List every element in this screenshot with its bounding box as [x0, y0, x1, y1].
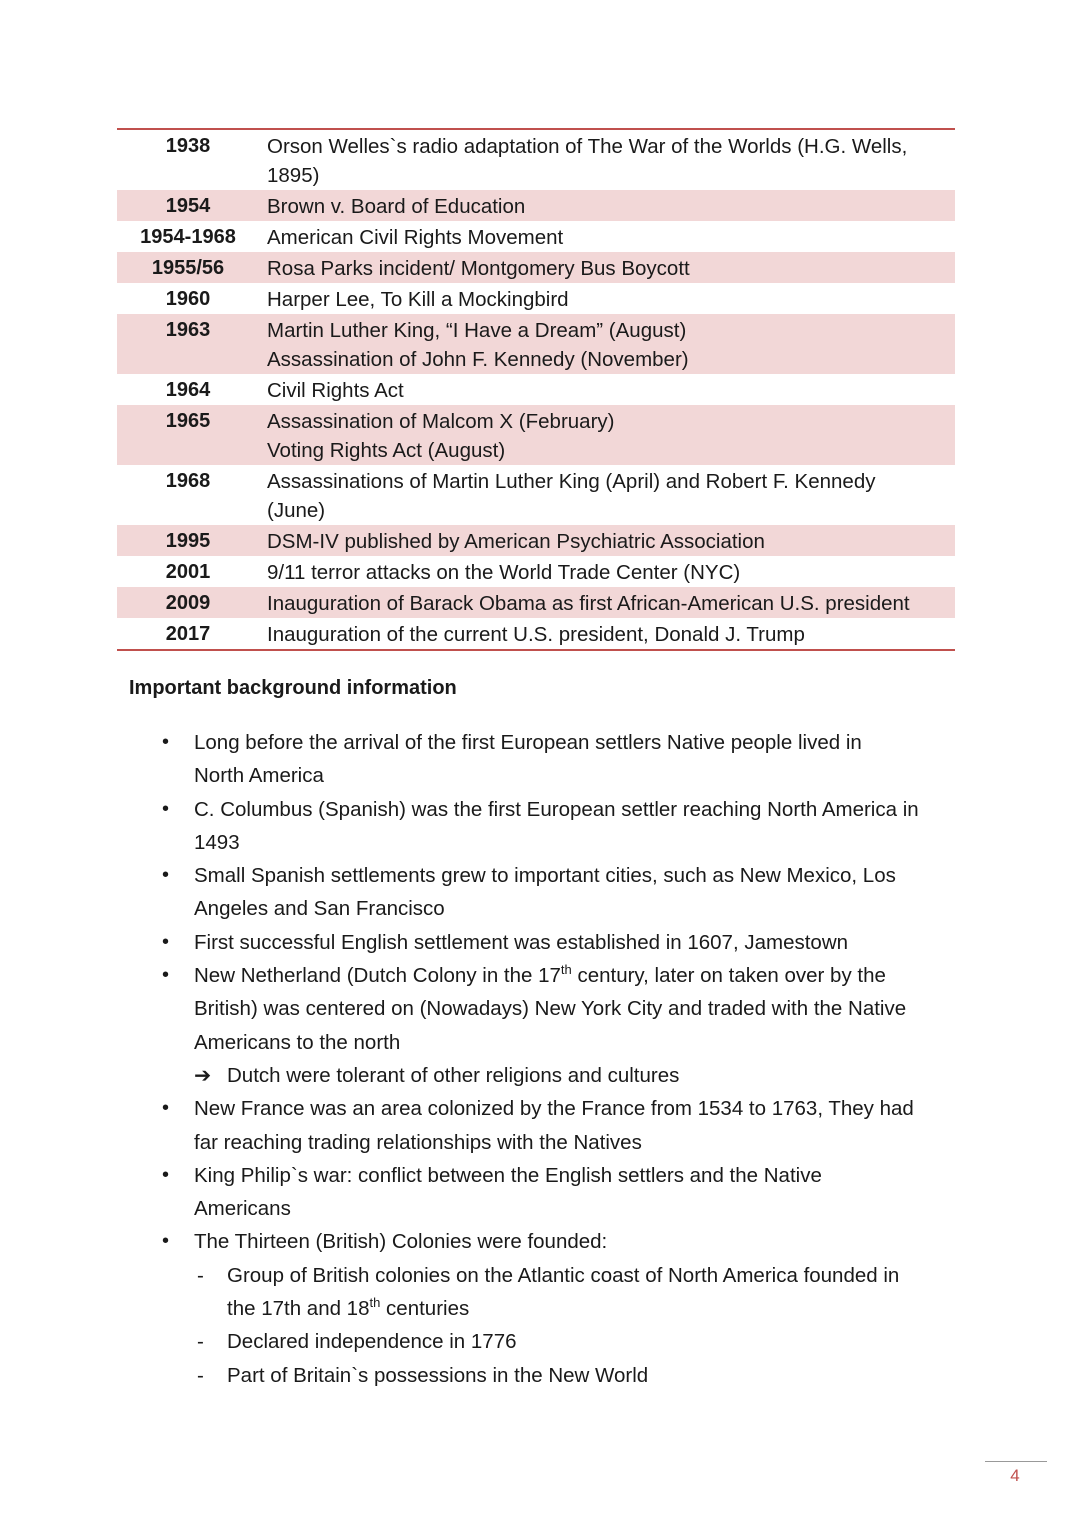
event-line: Assassination of John F. Kennedy (November) — [267, 348, 689, 371]
item-line: • The Thirteen (British) Colonies were founded: — [194, 1230, 608, 1254]
item-line: • First successful English settlement was established in 1607, Jamestown — [194, 930, 849, 954]
timeline-event — [259, 314, 955, 374]
item-line: Angeles and San Francisco — [194, 897, 445, 921]
timeline-event — [259, 374, 955, 405]
timeline-event — [259, 252, 955, 283]
item-line: Declared independence in 1776 — [227, 1330, 517, 1354]
item-line: Americans to the north — [194, 1030, 401, 1054]
timeline-table — [117, 128, 955, 651]
event-line: Assassinations of Martin Luther King (April) and Robert F. Kennedy — [267, 470, 876, 493]
list-item — [160, 1092, 960, 1159]
item-line — [194, 959, 960, 992]
timeline-year: 1964 — [165, 379, 211, 401]
timeline-year: 2001 — [165, 561, 211, 583]
event-line: Brown v. Board of Education — [267, 195, 526, 218]
superscript: th — [369, 1295, 381, 1311]
event-line: Harper Lee, To Kill a Mockingbird — [267, 288, 569, 311]
list-item — [160, 926, 960, 959]
timeline-year: 1960 — [165, 288, 211, 310]
timeline-event — [259, 405, 955, 465]
item-line: British) was centered on (Nowadays) New York City and traded with the Native — [194, 997, 907, 1021]
timeline-event — [259, 556, 955, 587]
timeline-event — [259, 190, 955, 221]
item-line: • Small Spanish settlements grew to important cities, such as New Mexico, Los — [194, 864, 896, 888]
event-line: Civil Rights Act — [267, 379, 404, 402]
page-number: 4 — [1010, 1466, 1020, 1485]
timeline-event — [259, 130, 955, 190]
list-item — [160, 859, 960, 926]
page-number-rule — [985, 1461, 1047, 1462]
timeline-year: 1968 — [165, 470, 211, 492]
timeline-year: 2009 — [165, 592, 211, 614]
list-item — [160, 793, 960, 860]
timeline-event — [259, 525, 955, 556]
event-line: Inauguration of Barack Obama as first African-American U.S. president — [267, 592, 910, 615]
event-line: (June) — [267, 499, 326, 522]
dash-marker: - — [197, 1363, 204, 1387]
timeline-row — [117, 525, 955, 556]
list-subitem — [160, 1325, 960, 1358]
timeline-row — [117, 252, 955, 283]
item-line: • New France was an area colonized by the France from 1534 to 1763, They had — [194, 1097, 914, 1121]
timeline-row — [117, 221, 955, 252]
list-item — [160, 959, 960, 1059]
list-subitem — [160, 1059, 960, 1092]
timeline-event — [259, 587, 955, 618]
event-line: Assassination of Malcom X (February) — [267, 410, 615, 433]
dash-marker: - — [197, 1263, 204, 1287]
event-line: 1895) — [267, 164, 320, 187]
event-line: 9/11 terror attacks on the World Trade Center (NYC) — [267, 561, 741, 584]
item-line: 1493 — [194, 830, 240, 854]
timeline-row — [117, 283, 955, 314]
event-line: Martin Luther King, “I Have a Dream” (August) — [267, 319, 687, 342]
timeline-event — [259, 618, 955, 649]
event-line: Rosa Parks incident/ Montgomery Bus Boycott — [267, 257, 690, 280]
timeline-row — [117, 618, 955, 649]
timeline-year: 1954 — [165, 195, 211, 217]
timeline-row — [117, 314, 955, 374]
background-list — [160, 726, 960, 1392]
timeline-row — [117, 405, 955, 465]
timeline-row — [117, 556, 955, 587]
item-line: • Long before the arrival of the first European settlers Native people lived in — [194, 731, 862, 754]
item-line: • King Philip`s war: conflict between the English settlers and the Native — [194, 1163, 822, 1187]
timeline-year: 1954-1968 — [140, 226, 236, 248]
timeline-row — [117, 587, 955, 618]
arrow-right-icon: ➔ — [194, 1063, 212, 1087]
event-line: DSM-IV published by American Psychiatric Association — [267, 530, 765, 553]
timeline-year: 1963 — [165, 319, 211, 341]
dash-marker: - — [197, 1330, 204, 1354]
timeline-year: 1965 — [165, 410, 211, 432]
section-heading: Important background information — [129, 677, 457, 699]
item-line: • C. Columbus (Spanish) was the first European settler reaching North America in — [194, 797, 919, 821]
item-text: the 17th and 18 — [227, 1297, 370, 1321]
item-line: North America — [194, 764, 324, 788]
item-text: New Netherland (Dutch Colony in the 17 — [194, 964, 561, 988]
list-item — [160, 726, 960, 793]
item-line: Part of Britain`s possessions in the New World — [227, 1363, 649, 1387]
timeline-row — [117, 374, 955, 405]
timeline-row — [117, 130, 955, 190]
timeline-year: 1955/56 — [151, 257, 225, 279]
item-line: Group of British colonies on the Atlantic coast of North America founded in — [227, 1263, 900, 1287]
superscript: th — [560, 962, 572, 978]
timeline-year: 1995 — [165, 530, 211, 552]
timeline-event — [259, 465, 955, 525]
timeline-row — [117, 190, 955, 221]
list-subitem — [160, 1359, 960, 1392]
item-line: Dutch were tolerant of other religions and cultures — [227, 1063, 680, 1087]
timeline-year: 1938 — [165, 135, 211, 157]
item-line — [227, 1292, 960, 1325]
timeline-row — [117, 465, 955, 525]
list-item — [160, 1225, 960, 1258]
timeline-event — [259, 221, 955, 252]
item-line: far reaching trading relationships with the Natives — [194, 1130, 642, 1154]
item-text: centuries — [380, 1297, 470, 1321]
event-line: American Civil Rights Movement — [267, 226, 564, 249]
timeline-event — [259, 283, 955, 314]
item-line: Americans — [194, 1197, 291, 1221]
list-subitem — [160, 1259, 960, 1326]
timeline-year: 2017 — [165, 623, 211, 645]
event-line: Voting Rights Act (August) — [267, 439, 506, 462]
item-text: century, later on taken over by the — [571, 964, 886, 988]
event-line: Orson Welles`s radio adaptation of The War of the Worlds (H.G. Wells, — [267, 135, 908, 158]
list-item — [160, 1159, 960, 1226]
event-line: Inauguration of the current U.S. president, Donald J. Trump — [267, 623, 805, 646]
